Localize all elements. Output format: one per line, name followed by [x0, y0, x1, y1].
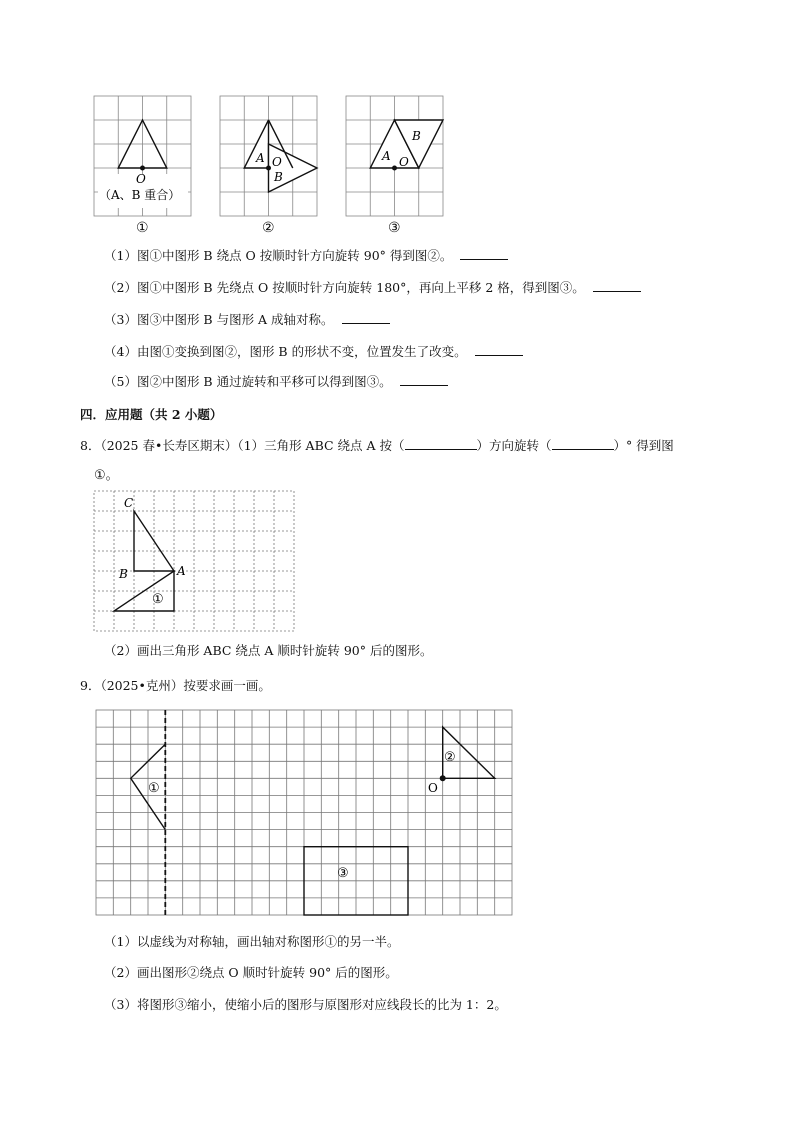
label-b: B [274, 170, 283, 184]
label-a: A [177, 564, 186, 578]
judge-item-5: （5）图②中图形 B 通过旋转和平移可以得到图③。 [104, 374, 448, 390]
figure-2 [220, 96, 320, 218]
judge-item-3: （3）图③中图形 B 与图形 A 成轴对称。 [104, 312, 390, 328]
q9-grid-figure [96, 710, 513, 917]
label-o: O [399, 155, 409, 169]
label-b: B [119, 567, 128, 581]
label-o: O [272, 155, 282, 169]
question-9-sub2: （2）画出图形②绕点 O 顺时针旋转 90° 后的图形。 [104, 965, 398, 980]
fig1-caption: （A、B 重合） [99, 188, 181, 202]
question-8-sub2: （2）画出三角形 ABC 绕点 A 顺时针旋转 90° 后的图形。 [104, 643, 433, 658]
judge-item-1: （1）图①中图形 B 绕点 O 按顺时针方向旋转 90° 得到图②。 [104, 248, 508, 264]
caption-1: ① [136, 220, 149, 236]
section-title: 四．应用题（共 2 小题） [80, 407, 223, 422]
label-o: O [428, 781, 438, 795]
question-8: 8．（2025 春•长寿区期末）（1）三角形 ABC 绕点 A 按（ ）方向旋转（ ）° 得到图 [80, 438, 674, 453]
question-8-wrap: ①。 [94, 468, 119, 483]
q8-grid-figure [94, 491, 296, 633]
label-c: C [124, 496, 134, 510]
caption-2: ② [262, 220, 275, 236]
figure-1 [94, 96, 194, 218]
label-a: A [382, 149, 391, 163]
label-1: ① [152, 592, 164, 607]
label-b: B [412, 129, 421, 143]
label-1: ① [148, 781, 160, 796]
caption-3: ③ [388, 220, 401, 236]
question-9-sub1: （1）以虚线为对称轴，画出轴对称图形①的另一半。 [104, 934, 400, 949]
question-9: 9．（2025•克州）按要求画一画。 [80, 678, 271, 693]
judge-item-4: （4）由图①变换到图②，图形 B 的形状不变，位置发生了改变。 [104, 344, 523, 360]
label-o: O [136, 172, 146, 186]
label-2: ② [444, 750, 456, 765]
question-9-sub3: （3）将图形③缩小，使缩小后的图形与原图形对应线段长的比为 1：2。 [104, 997, 507, 1012]
figure-3 [346, 96, 446, 218]
label-a: A [256, 151, 265, 165]
judge-item-2: （2）图①中图形 B 先绕点 O 按顺时针方向旋转 180°，再向上平移 2 格，得到图③。 [104, 280, 641, 296]
label-3: ③ [337, 866, 349, 881]
